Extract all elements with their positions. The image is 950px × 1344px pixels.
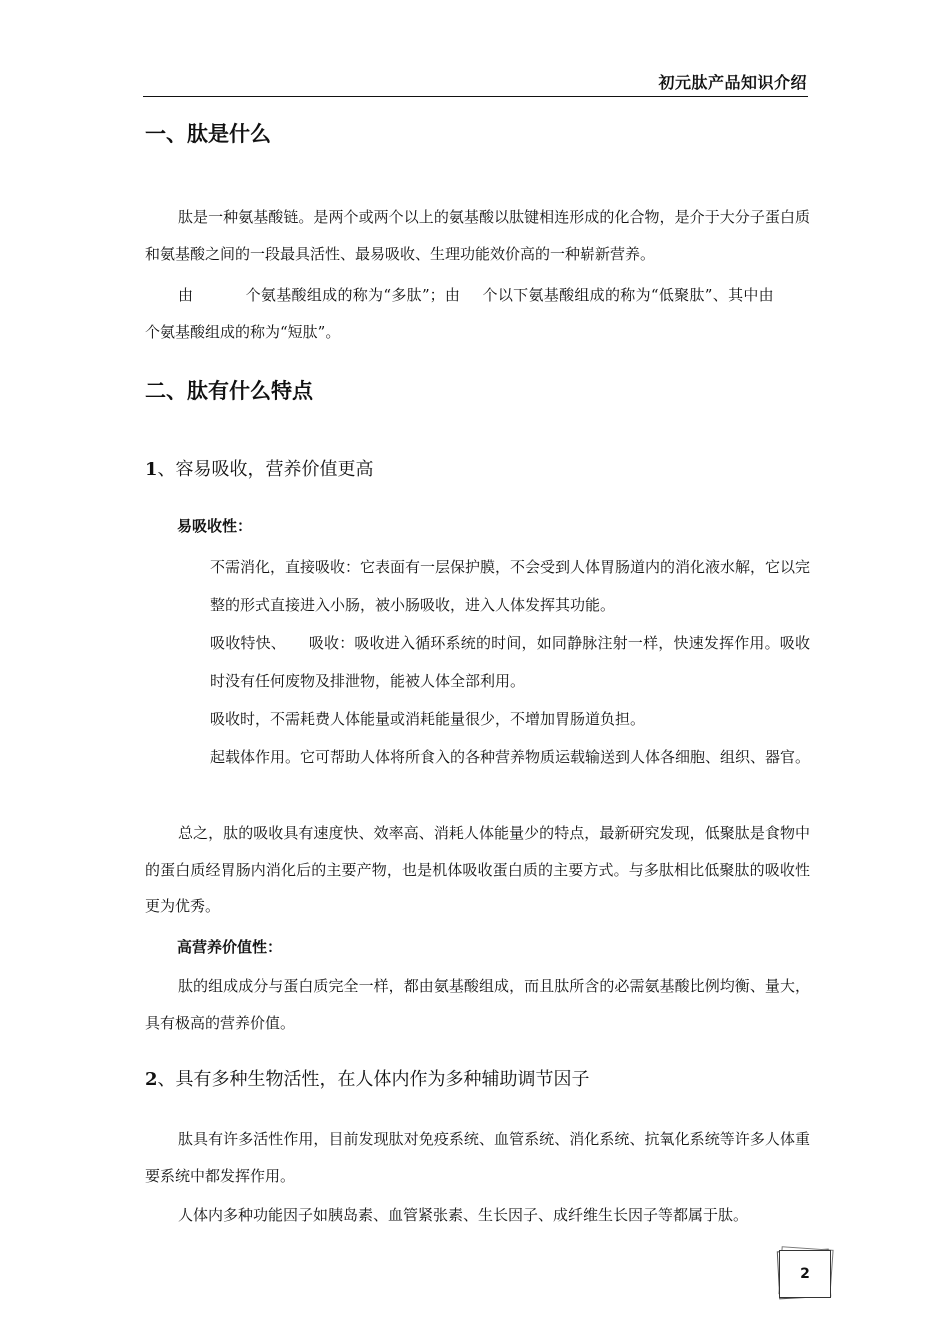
subheading-1-text: 、容易吸收，营养价值更高 [157,459,374,480]
subheading-1 [145,455,374,481]
subheading-1-number: 1 [145,459,158,480]
p2-part-c: 个以下氨基酸组成的称为“低聚肽”、其中由 [482,286,774,304]
subheading-2-text: 、具有多种生物活性，在人体内作为多种辅助调节因子 [157,1069,590,1090]
page-number-text: 2 [800,1266,810,1282]
absorb-item-2: 吸收特快、 吸收：吸收进入循环系统的时间，如同静脉注射一样，快速发挥作用。吸收时没有任何废物及排泄物，能被人体全部利用。 [210,634,810,690]
absorb-item-1: 不需消化，直接吸收：它表面有一层保护膜，不会受到人体胃肠道内的消化液水解，它以完整的形式直接进入小肠，被小肠吸收，进入人体发挥其功能。 [210,558,811,614]
activity-paragraph: 肽具有许多活性作用，目前发现肽对免疫系统、血管系统、消化系统、抗氧化系统等许多人体重要系统中都发挥作用。 [145,1130,810,1185]
p2-part-b: 个氨基酸组成的称为“多肽”；由 [245,286,461,304]
subheading-2 [145,1065,590,1091]
header-title: 初元肽产品知识介绍 [658,73,807,92]
page-number [779,1250,831,1298]
section1-paragraph-1: 肽是一种氨基酸链。是两个或两个以上的氨基酸以肽键相连形成的化合物，是介于大分子蛋白质和氨基酸之间的一段最具活性、最易吸收、生理功能效价高的一种崭新营养。 [145,208,810,263]
nutrition-paragraph: 肽的组成成分与蛋白质完全一样，都由氨基酸组成，而且肽所含的必需氨基酸比例均衡、量大，具有极高的营养价值。 [145,977,810,1032]
summary-paragraph: 总之，肽的吸收具有速度快、效率高、消耗人体能量少的特点，最新研究发现，低聚肽是食物中的蛋白质经胃肠内消化后的主要产物，也是机体吸收蛋白质的主要方式。与多肽相比低聚肽的吸收性更为优秀。 [145,824,810,915]
absorb-item-3: 吸收时，不需耗费人体能量或消耗能量很少，不增加胃肠道负担。 [210,710,646,728]
factors-paragraph: 人体内多种功能因子如胰岛素、血管紧张素、生长因子、成纤维生长因子等都属于肽。 [178,1206,749,1224]
absorb-item-4: 起载体作用。它可帮助人体将所食入的各种营养物质运载输送到人体各细胞、组织、器官。 [210,748,811,766]
p2-part-a: 由 [178,286,194,304]
header-rule [143,96,808,97]
subheading-2-number: 2 [145,1069,158,1090]
section1-paragraph-2 [145,277,810,350]
section2-heading: 二、肽有什么特点 [145,379,313,403]
p2-part-d: 个氨基酸组成的称为“短肽”。 [145,322,341,341]
absorb-heading: 易吸收性： [177,517,253,535]
section1-heading: 一、肽是什么 [145,122,271,146]
nutrition-heading: 高营养价值性： [177,938,283,956]
